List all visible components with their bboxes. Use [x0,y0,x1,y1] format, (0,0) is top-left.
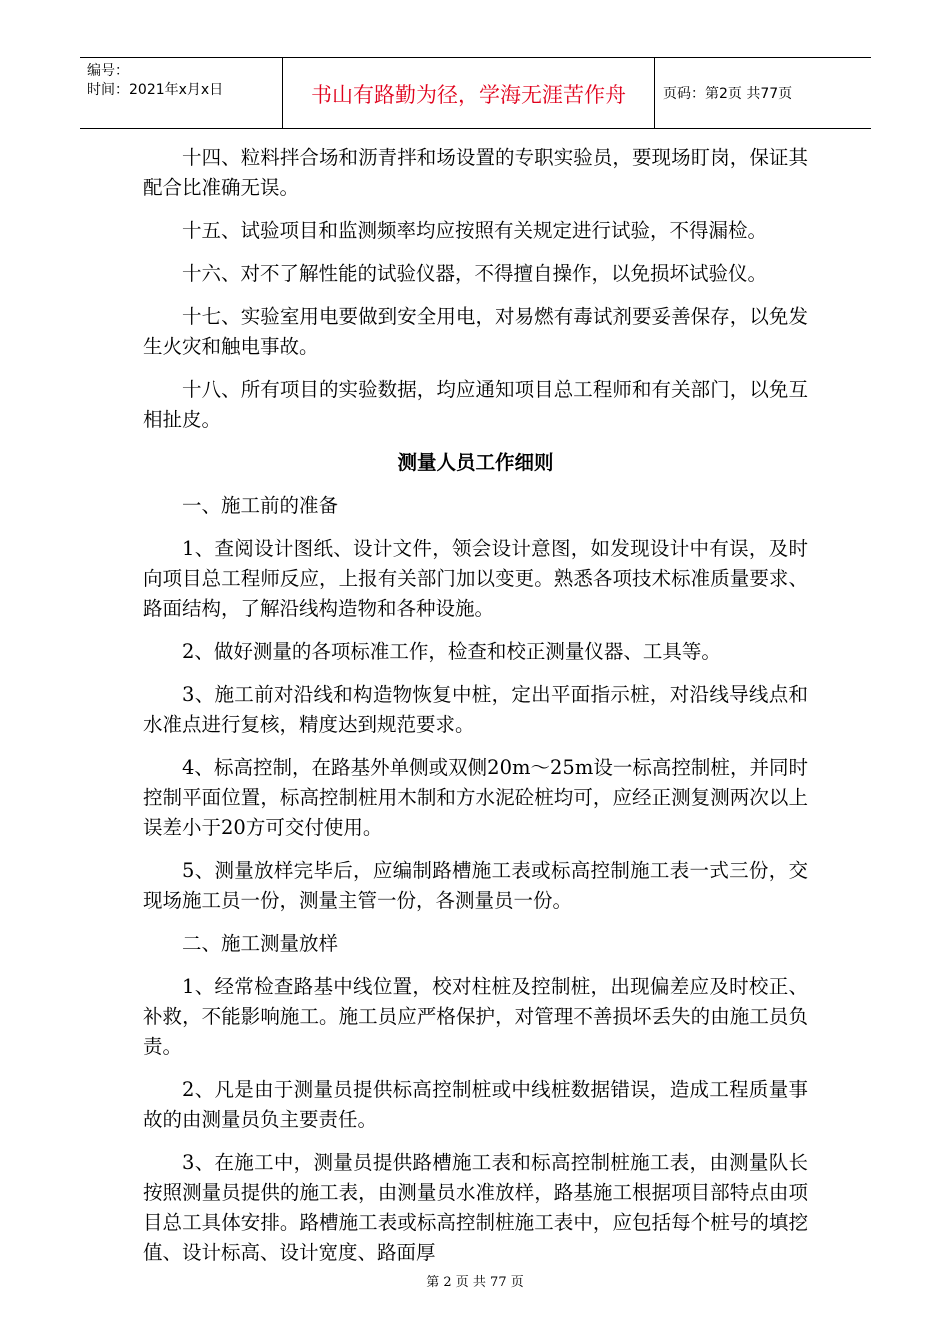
paragraph: 十八、所有项目的实验数据，均应通知项目总工程师和有关部门，以免互相扯皮。 [143,378,808,431]
header-page-info: 页码：第2页 共77页 [663,86,793,102]
page-footer: 第 2 页 共 77 页 [426,1275,524,1290]
paragraph: 3、在施工中，测量员提供路槽施工表和标高控制桩施工表，由测量队长按照测量员提供的施工表，由测量员水准放样，路基施工根据项目部特点由项目总工具体安排。路槽施工表或标高控制桩施工表中，应包括每个桩号的填挖值、设计标高、设计宽度、路面厚 [143,1151,808,1264]
document-header [80,57,871,129]
paragraph: 3、施工前对沿线和构造物恢复中桩，定出平面指示桩，对沿线导线点和水准点进行复核，精度达到规范要求。 [143,683,808,736]
paragraph: 1、经常检查路基中线位置，校对柱桩及控制桩，出现偏差应及时校正、补救，不能影响施工。施工员应严格保护，对管理不善损坏丢失的由施工员负责。 [143,975,808,1058]
paragraph: 2、凡是由于测量员提供标高控制桩或中线桩数据错误，造成工程质量事故的由测量员负主要责任。 [143,1078,808,1131]
paragraph: 十四、粒料拌合场和沥青拌和场设置的专职实验员，要现场盯岗，保证其配合比准确无误。 [143,146,808,199]
paragraph: 十七、实验室用电要做到安全用电，对易燃有毒试剂要妥善保存，以免发生火灾和触电事故。 [143,305,808,358]
header-motto: 书山有路勤为径，学海无涯苦作舟 [283,58,655,128]
header-meta [80,58,283,128]
number-label: 编号： [87,63,129,79]
paragraph: 5、测量放样完毕后，应编制路槽施工表或标高控制施工表一式三份，交现场施工员一份，测量主管一份，各测量员一份。 [143,859,808,912]
paragraph: 1、查阅设计图纸、设计文件，领会设计意图，如发现设计中有误，及时向项目总工程师反应，上报有关部门加以变更。熟悉各项技术标准质量要求、路面结构，了解沿线构造物和各种设施。 [143,537,808,620]
paragraph: 2、做好测量的各项标准工作，检查和校正测量仪器、工具等。 [182,640,721,663]
section1-heading: 一、施工前的准备 [182,494,339,517]
document-body [143,143,808,1281]
paragraph: 十五、试验项目和监测频率均应按照有关规定进行试验，不得漏检。 [182,219,768,242]
paragraph: 4、标高控制，在路基外单侧或双侧20m～25m设一标高控制桩，并同时控制平面位置，标高控制桩用木制和方水泥砼桩均可，应经正测复测两次以上误差小于20方可交付使用。 [143,756,808,839]
section2-heading: 二、施工测量放样 [182,932,339,955]
section-title: 测量人员工作细则 [397,451,554,474]
time-label: 时间：2021年x月x日 [87,82,224,98]
paragraph: 十六、对不了解性能的试验仪器，不得擅自操作，以免损坏试验仪。 [182,262,768,285]
